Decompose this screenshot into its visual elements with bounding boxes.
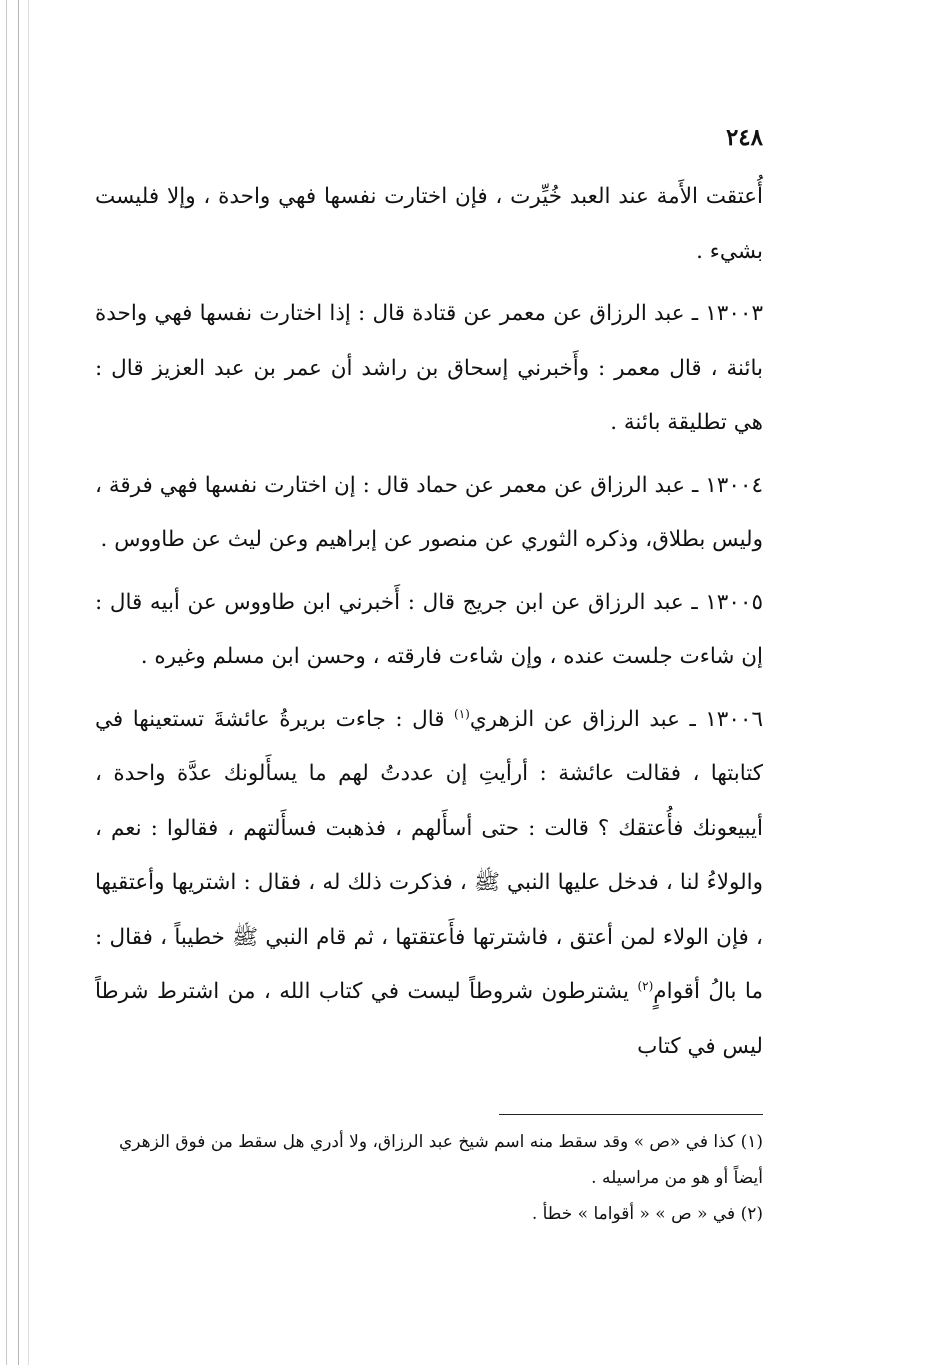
footnote-ref[interactable]: (٢) xyxy=(637,978,654,993)
hadith-entry xyxy=(95,459,763,568)
footnote-divider xyxy=(499,1114,763,1115)
scan-edge xyxy=(0,0,40,1365)
hadith-entry xyxy=(95,576,763,685)
hadith-text: ـ عبد الرزاق عن معمر عن حماد قال : إن اختارت نفسها فهي فرقة ، وليس بطلاق، وذكره الثوري عن منصور عن إبراهيم وعن ليث عن طاووس . xyxy=(95,472,763,552)
footnote-ref[interactable]: (١) xyxy=(454,706,470,721)
hadith-number: ١٣٠٠٥ xyxy=(705,589,763,615)
footnote: (١) كذا في «ص » وقد سقط منه اسم شيخ عبد الرزاق، ولا أدري هل سقط من فوق الزهري أيضاً أو هو من مراسيله . xyxy=(119,1132,763,1188)
hadith-number: ١٣٠٠٦ xyxy=(705,706,763,732)
hadith-text: قال : جاءت بريرةُ عائشةَ تستعينها في كتابتها ، فقالت عائشة : أرأيتِ إن عددتُ لهم ما يسأَلونك عدَّة واحدة ، أيبيعونك فأُعتقك ؟ قالت : حتى أسأَلهم ، فذهبت فسأَلتهم ، فقالوا : نعم ، والولاءُ لنا ، فدخل عليها النبي ﷺ ، فذكرت ذلك له ، فقال : اشتريها وأعتقيها ، فإن الولاء لمن أعتق ، فاشترتها فأَعتقتها ، ثم قام النبي ﷺ خطيباً ، فقال : ما بالُ أقوامٍ xyxy=(95,706,763,1004)
footnote: (٢) في « ص » « أقواما » خطأ . xyxy=(531,1204,763,1224)
paragraph-continuation xyxy=(95,170,763,279)
hadith-text: ـ عبد الرزاق عن معمر عن قتادة قال : إذا اختارت نفسها فهي واحدة بائنة ، قال معمر : وأَخبرني إسحاق بن راشد أن عمر بن عبد العزيز قال : هي تطليقة بائنة . xyxy=(95,301,763,435)
hadith-number: ١٣٠٠٤ xyxy=(705,472,763,498)
paragraph-text: أُعتقت الأَمة عند العبد خُيِّرت ، فإن اختارت نفسها فهي واحدة ، وإلا فليست بشيء . xyxy=(95,184,763,264)
scan-edge-line xyxy=(28,0,29,1365)
hadith-number: ١٣٠٠٣ xyxy=(705,301,763,326)
scan-edge-line xyxy=(18,0,19,1365)
page-number: ٢٤٨ xyxy=(725,124,763,151)
hadith-entry xyxy=(95,693,763,1075)
body-text xyxy=(95,170,763,1074)
hadith-text: ـ عبد الرزاق عن ابن جريج قال : أَخبرني ابن طاووس عن أبيه قال : إن شاءت جلست عنده ، وإن شاءت فارقته ، وحسن ابن مسلم وغيره . xyxy=(95,589,763,669)
hadith-text: يشترطون شروطاً ليست في كتاب الله ، من اشترط شرطاً ليس في كتاب xyxy=(95,979,763,1059)
scan-edge-line xyxy=(6,0,7,1365)
hadith-text: ـ عبد الرزاق عن الزهري xyxy=(469,706,706,732)
hadith-entry xyxy=(95,287,763,451)
footnotes xyxy=(95,1124,763,1232)
